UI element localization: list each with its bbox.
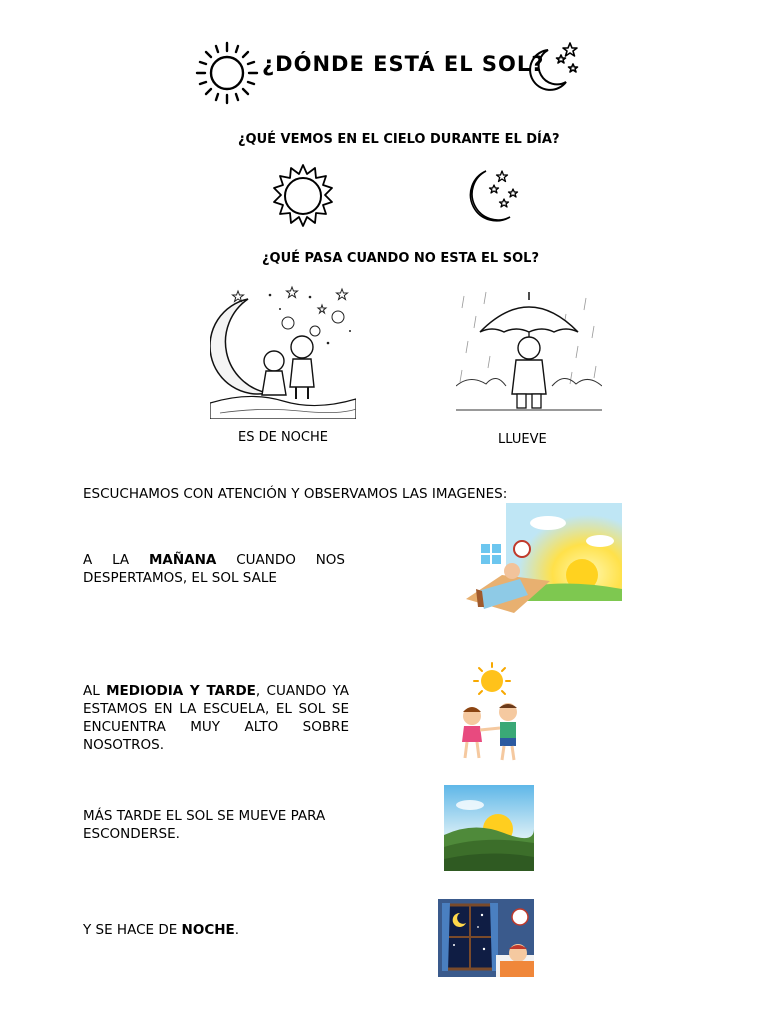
question-no-sun: ¿QUÉ PASA CUANDO NO ESTA EL SOL? [262,251,539,266]
night-bedroom-illustration [438,899,534,977]
option-moon-stars-icon [458,163,524,229]
morning-word: NOS [315,552,345,568]
later-line-2: ESCONDERSE. [83,826,180,842]
header-moon-stars-icon [526,40,584,92]
morning-line-2: DESPERTAMOS, EL SOL SALE [83,570,277,586]
night-suffix: . [234,922,240,938]
caption-night: ES DE NOCHE [238,430,328,445]
noon-line-3: ENCUENTRA MUY ALTO SOBRE [83,719,349,735]
noon-line-2: ESTAMOS EN LA ESCUELA, EL SOL SE [83,701,349,717]
later-paragraph [83,807,325,843]
question-day-sky: ¿QUÉ VEMOS EN EL CIELO DURANTE EL DÍA? [238,132,560,147]
night-paragraph [83,921,239,939]
option-sun-icon [270,163,336,229]
noon-prefix: AL [83,683,100,699]
page-title: ¿DÓNDE ESTÁ EL SOL? [262,52,545,76]
morning-word: LA [112,552,130,568]
morning-sunrise-illustration [458,503,622,613]
noon-line-4: NOSOTROS. [83,737,165,753]
morning-word: CUANDO [236,552,296,568]
header-sun-icon [194,40,260,106]
noon-paragraph [83,682,349,754]
sunset-landscape-illustration [444,785,534,871]
night-keyword: NOCHE [181,922,235,938]
later-line-1: MÁS TARDE EL SOL SE MUEVE PARA [83,808,326,824]
morning-paragraph [83,551,345,587]
night-kids-illustration [210,283,356,419]
morning-keyword: MAÑANA [148,552,217,568]
morning-word: A [83,552,93,568]
noon-kids-sun-illustration [452,660,532,766]
intro-instruction: ESCUCHAMOS CON ATENCIÓN Y OBSERVAMOS LAS IMAGENES: [83,486,508,502]
caption-rain: LLUEVE [498,432,547,447]
noon-suffix: , CUANDO YA [255,683,349,699]
noon-keyword: MEDIODIA Y TARDE [106,683,256,699]
night-prefix: Y SE HACE DE [83,922,182,938]
rain-boy-illustration [456,286,602,418]
